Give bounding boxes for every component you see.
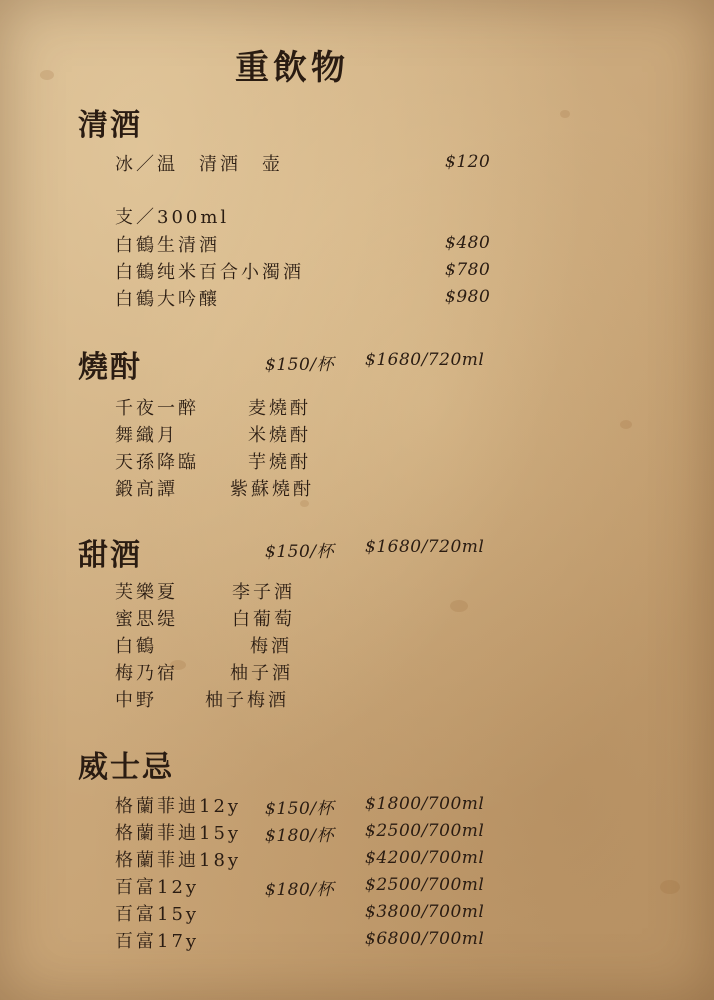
sweet-bottle-price: $1680/720ml (365, 537, 485, 557)
paper-texture (300, 500, 309, 507)
sake-item-price: $780 (445, 260, 491, 280)
shochu-bottle-price: $1680/720ml (365, 350, 485, 370)
shochu-glass-price: $150/杯 (265, 355, 334, 375)
shochu-item-type: 紫蘇燒酎 (230, 479, 314, 500)
whisky-glass-price: $180/杯 (265, 826, 334, 846)
whisky-bottle-price: $4200/700ml (365, 848, 485, 868)
page-title: 重飲物 (235, 48, 349, 88)
sweet-item-type: 柚子酒 (230, 663, 293, 684)
paper-texture (450, 600, 468, 612)
shochu-item-name: 舞織月 (115, 425, 178, 446)
paper-texture (40, 70, 54, 80)
sake-pot-price: $120 (445, 152, 491, 172)
shochu-item-name: 千夜一醉 (115, 398, 199, 419)
whisky-item-name: 百富12y (115, 877, 200, 898)
sweet-item-type: 梅酒 (250, 636, 292, 657)
sake-item-price: $480 (445, 233, 491, 253)
section-heading-sake: 清酒 (78, 108, 142, 143)
paper-texture (560, 110, 570, 118)
shochu-item-type: 麦燒酎 (248, 398, 311, 419)
sweet-item-type: 李子酒 (232, 582, 295, 603)
whisky-item-name: 格蘭菲迪15y (115, 823, 242, 844)
sweet-item-type: 白葡萄 (232, 609, 295, 630)
sweet-item-name: 中野 (115, 690, 157, 711)
whisky-item-name: 百富15y (115, 904, 200, 925)
sweet-glass-price: $150/杯 (265, 542, 334, 562)
shochu-item-type: 芋燒酎 (248, 452, 311, 473)
whisky-bottle-price: $2500/700ml (365, 875, 485, 895)
whisky-bottle-price: $1800/700ml (365, 794, 485, 814)
shochu-item-name: 天孫降臨 (115, 452, 199, 473)
sake-item-name: 白鶴生清酒 (115, 235, 220, 256)
section-heading-sweet: 甜酒 (78, 538, 142, 573)
whisky-glass-price: $150/杯 (265, 799, 334, 819)
whisky-bottle-price: $2500/700ml (365, 821, 485, 841)
whisky-item-name: 格蘭菲迪12y (115, 796, 242, 817)
whisky-glass-price: $180/杯 (265, 880, 334, 900)
sweet-item-name: 芙樂夏 (115, 582, 178, 603)
shochu-item-type: 米燒酎 (248, 425, 311, 446)
section-heading-whisky: 威士忌 (78, 750, 174, 785)
sake-pot-label: 冰／温 清酒 壶 (115, 154, 283, 175)
sweet-item-type: 柚子梅酒 (205, 690, 289, 711)
paper-texture (660, 880, 680, 894)
whisky-bottle-price: $3800/700ml (365, 902, 485, 922)
section-heading-shochu: 燒酎 (78, 350, 142, 385)
paper-texture (620, 420, 632, 429)
sake-bottle-label: 支／300ml (115, 207, 230, 228)
sake-item-name: 白鶴纯米百合小濁酒 (115, 262, 304, 283)
whisky-bottle-price: $6800/700ml (365, 929, 485, 949)
shochu-item-name: 鍛高譚 (115, 479, 178, 500)
sweet-item-name: 蜜思缇 (115, 609, 178, 630)
sake-item-name: 白鶴大吟釀 (115, 289, 220, 310)
sweet-item-name: 梅乃宿 (115, 663, 178, 684)
sake-item-price: $980 (445, 287, 491, 307)
whisky-item-name: 格蘭菲迪18y (115, 850, 242, 871)
whisky-item-name: 百富17y (115, 931, 200, 952)
sweet-item-name: 白鶴 (115, 636, 157, 657)
